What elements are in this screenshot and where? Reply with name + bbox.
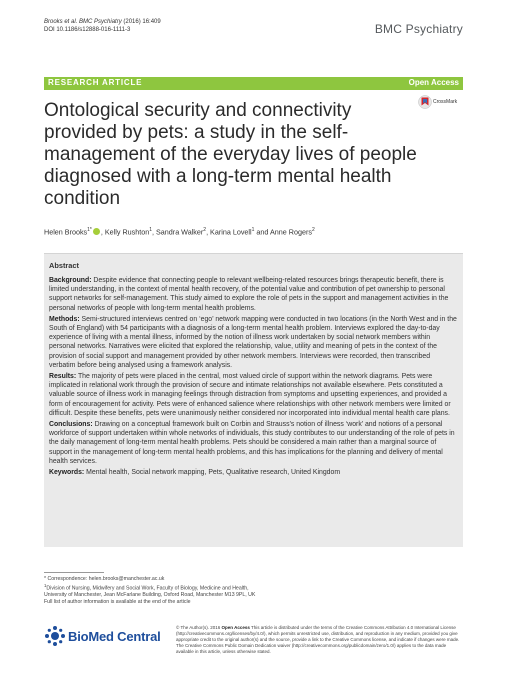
footnote-block (44, 576, 264, 605)
doi[interactable]: DOI 10.1186/s12888-016-1111-3 (44, 27, 131, 33)
journal-name: BMC Psychiatry (374, 22, 463, 36)
license-statement (176, 625, 464, 655)
author-affiliation-sup: 2 (203, 227, 207, 233)
conclusions-text: Drawing on a conceptual framework built on Corbin and Strauss’s notion of illness ‘work’ and notions of a personal workforce of support undertaken within whole networks of individuals, this study contributes to our understanding of the role of pets in the daily management of long-term mental health problems. Pets should be considered a main rather than a marginal source of support in the management of long-term mental health problems, and this has implications for the planning and delivery of mental health services. (49, 421, 455, 465)
license-text: This article is distributed under the terms of the Creative Commons Attribution 4.0 International License (http://creativecommons.org/licenses/by/4.0/), which permits unrestricted use, distribution, and reproduction in any medium, provided you give appropriate credit to the original author(s) and the source, provide a link to the Creative Commons license, and indicate if changes were made. The Creative Commons Public Domain Dedication waiver (http://creativecommons.org/publicdomain/zero/1.0/) applies to the data made available in this article, unless otherwise stated. (176, 625, 460, 654)
background-text: Despite evidence that connecting people to relevant wellbeing-related resources brings therapeutic benefit, there is limited understanding, in the context of mental health recovery, of the potential value and contribution of pet ownership to personal support networks for self-management. This study aimed to explore the role of pets in the support and management activities in the personal networks of people with long-term mental health problems. (49, 277, 449, 312)
citation-journal: Brooks et al. BMC Psychiatry (44, 19, 122, 25)
methods-label: Methods: (49, 315, 80, 323)
author-name[interactable]: Helen Brooks (44, 227, 88, 237)
abstract-results (49, 372, 457, 418)
keywords-text: Mental health, Social network mapping, Pets, Qualitative research, United Kingdom (84, 469, 341, 477)
article-type: RESEARCH ARTICLE (48, 78, 143, 87)
author-name[interactable]: and Anne Rogers (254, 227, 312, 237)
abstract-box (44, 253, 463, 547)
open-access-label: Open Access (408, 78, 459, 87)
author-affiliation-sup: 1 (149, 227, 153, 233)
crossmark-label: CrossMark (433, 99, 458, 105)
author-affiliation-sup: 2 (311, 227, 315, 233)
article-title: Ontological security and connectivity provided by pets: a study in the self-management of the everyday lives of people diagnosed with a long-term mental health condition (44, 100, 417, 209)
orcid-icon[interactable] (93, 228, 100, 235)
affiliation-text: Division of Nursing, Midwifery and Social Work, Faculty of Biology, Medicine and Health, University of Manchester, Jean McFarlane Building, Oxford Road, Manchester M13 9PL, UK (44, 585, 256, 598)
abstract-methods (49, 315, 457, 370)
abstract-conclusions (49, 420, 457, 466)
citation-block (44, 18, 161, 34)
results-text: The majority of pets were placed in the central, most valued circle of support within the network diagrams. Pets were implicated in relational work through the provision of secure and intimate relationships not available elsewhere. Pets constituted a valuable source of illness work in managing feelings through distraction from symptoms and upsetting experiences, and provided a form of encouragement for activity. Pets were of enhanced salience where relationships with other network members were limited or difficult. Despite these benefits, pets were unanimously neither considered nor incorporated into individual mental health care plans. (49, 373, 451, 417)
abstract-keywords (49, 468, 457, 477)
author-affiliation-sup: 1 (251, 227, 255, 233)
conclusions-label: Conclusions: (49, 421, 93, 429)
abstract-background (49, 276, 457, 313)
author-name[interactable]: , Kelly Rushton (100, 227, 150, 237)
license-prefix: © The Author(s). 2016 (176, 625, 222, 630)
abstract-body (49, 276, 457, 479)
affiliation-sup: 1 (44, 582, 47, 588)
abstract-heading: Abstract (49, 261, 79, 270)
crossmark-badge[interactable] (418, 95, 464, 111)
biomed-central-logo (44, 624, 174, 648)
article-type-banner (44, 77, 463, 90)
biomed-central-dots-icon (44, 625, 66, 647)
footnote-divider (44, 572, 104, 573)
citation-details: (2016) 16:409 (121, 19, 161, 25)
author-affiliation-sup: 1* (87, 227, 92, 233)
correspondence[interactable]: * Correspondence: helen.brooks@manchester.ac.uk (44, 576, 165, 582)
license-open-access: Open Access (221, 625, 250, 630)
affiliation (44, 583, 264, 599)
author-list (44, 227, 464, 236)
methods-text: Semi-structured interviews centred on ‘ego’ network mapping were conducted in two locations (in the North West and in the South of England) with 54 participants with a diagnosis of a long-term mental health problem. Interviews explored the day-to-day experience of living with a mental illness, informed by the notion of illness work undertaken by social network members within personal networks. Narratives were elicited that explored the relationship, value, utility and meaning of pets in the context of the provision of social support and management provided by other network members. Interviews were recorded, then transcribed verbatim before being analysed using a framework analysis. (49, 315, 457, 369)
author-name[interactable]: , Sandra Walker (152, 227, 204, 237)
full-author-info-note: Full list of author information is available at the end of the article (44, 598, 191, 605)
author-name[interactable]: , Karina Lovell (206, 227, 252, 237)
background-label: Background: (49, 277, 92, 284)
results-label: Results: (49, 373, 77, 381)
biomed-central-wordmark: BioMed Central (68, 629, 161, 644)
keywords-label: Keywords: (49, 469, 85, 477)
